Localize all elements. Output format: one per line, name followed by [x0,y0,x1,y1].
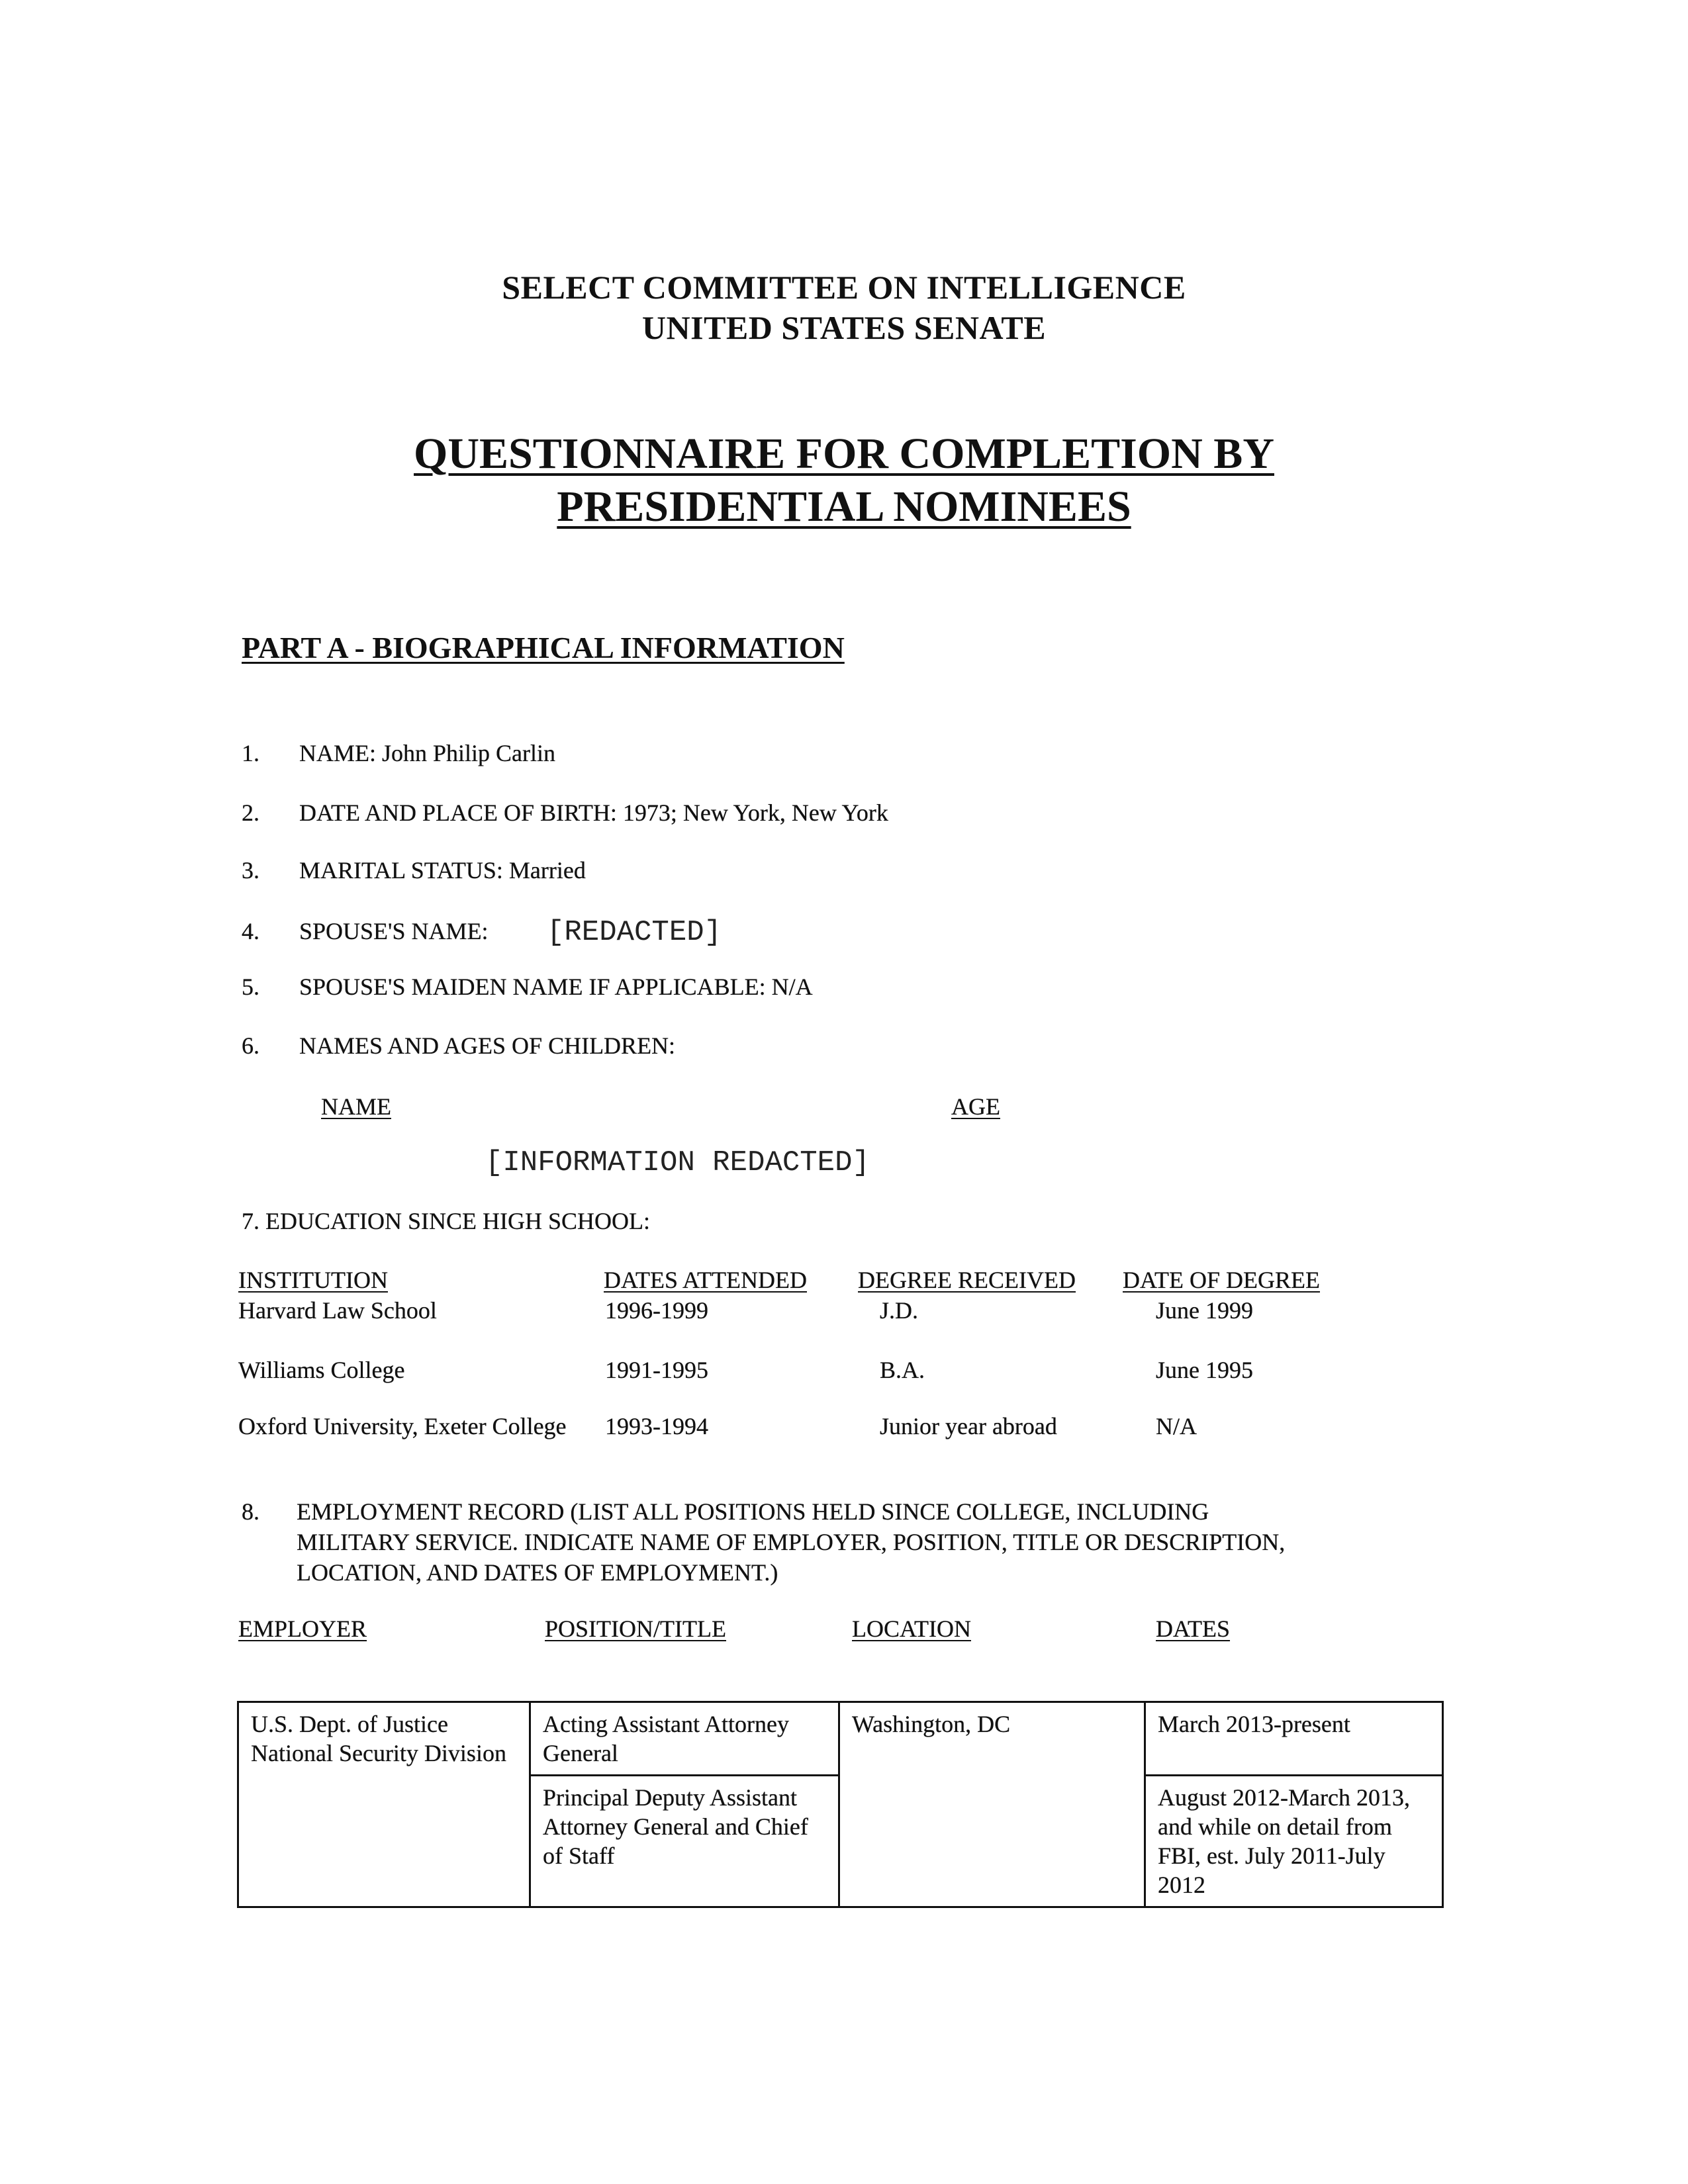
institution: Oxford University, Exeter College [238,1413,567,1439]
senate-name: UNITED STATES SENATE [641,309,1047,346]
column-header: DATES ATTENDED [604,1267,807,1293]
table-row [238,1702,1443,1776]
employment-heading-line: MILITARY SERVICE. INDICATE NAME OF EMPLOYER, POSITION, TITLE OR DESCRIPTION, [297,1529,1286,1555]
dates-attended: 1991-1995 [605,1357,708,1383]
employment-table [237,1701,1444,1908]
institution: Harvard Law School [238,1297,437,1324]
item-number: 1. [242,740,259,766]
column-header: DATE OF DEGREE [1123,1267,1320,1293]
column-header: DEGREE RECEIVED [858,1267,1076,1293]
item-birth: DATE AND PLACE OF BIRTH: 1973; New York, New York [299,799,888,826]
dates-attended: 1993-1994 [605,1413,708,1439]
employment-heading-line: LOCATION, AND DATES OF EMPLOYMENT.) [297,1559,778,1586]
institution: Williams College [238,1357,405,1383]
degree-date: N/A [1156,1413,1197,1439]
children-age-header: AGE [951,1093,1000,1120]
education-heading: 7. EDUCATION SINCE HIGH SCHOOL: [242,1208,650,1234]
dates-attended: 1996-1999 [605,1297,708,1324]
column-header: EMPLOYER [238,1615,367,1642]
degree-date: June 1995 [1156,1357,1253,1383]
column-header: DATES [1156,1615,1231,1642]
children-name-header: NAME [321,1093,391,1120]
document-title-line2: PRESIDENTIAL NOMINEES [557,482,1131,531]
degree: Junior year abroad [880,1413,1057,1439]
column-header: LOCATION [852,1615,971,1642]
item-children: NAMES AND AGES OF CHILDREN: [299,1032,676,1059]
item-marital-status: MARITAL STATUS: Married [299,857,586,884]
dates-cell: March 2013-present [1145,1702,1443,1776]
item-number: 5. [242,974,259,1000]
degree: B.A. [880,1357,925,1383]
column-header: INSTITUTION [238,1267,388,1293]
degree-date: June 1999 [1156,1297,1253,1324]
employment-heading-line: EMPLOYMENT RECORD (LIST ALL POSITIONS HELD SINCE COLLEGE, INCLUDING [297,1498,1209,1525]
location-cell: Washington, DC [839,1702,1145,1907]
dates-cell: August 2012-March 2013, and while on detail from FBI, est. July 2011-July 2012 [1145,1776,1443,1907]
item-number: 6. [242,1032,259,1059]
document-title-line1: QUESTIONNAIRE FOR COMPLETION BY [414,430,1274,478]
committee-name: SELECT COMMITTEE ON INTELLIGENCE [502,269,1186,306]
part-a-heading: PART A - BIOGRAPHICAL INFORMATION [242,631,845,664]
item-number: 8. [242,1498,259,1525]
employer-cell: U.S. Dept. of Justice National Security Division [238,1702,530,1907]
item-number: 3. [242,857,259,884]
children-redacted: [INFORMATION REDACTED] [485,1146,870,1179]
position-cell: Principal Deputy Assistant Attorney General and Chief of Staff [530,1776,839,1907]
column-header: POSITION/TITLE [545,1615,726,1642]
item-number: 4. [242,918,259,944]
item-maiden-name: SPOUSE'S MAIDEN NAME IF APPLICABLE: N/A [299,974,813,1000]
degree: J.D. [880,1297,919,1324]
item-spouse-name: SPOUSE'S NAME: [299,918,489,944]
item-number: 2. [242,799,259,826]
position-cell: Acting Assistant Attorney General [530,1702,839,1776]
spouse-name-redacted: [REDACTED] [547,916,722,949]
item-name: NAME: John Philip Carlin [299,740,556,766]
